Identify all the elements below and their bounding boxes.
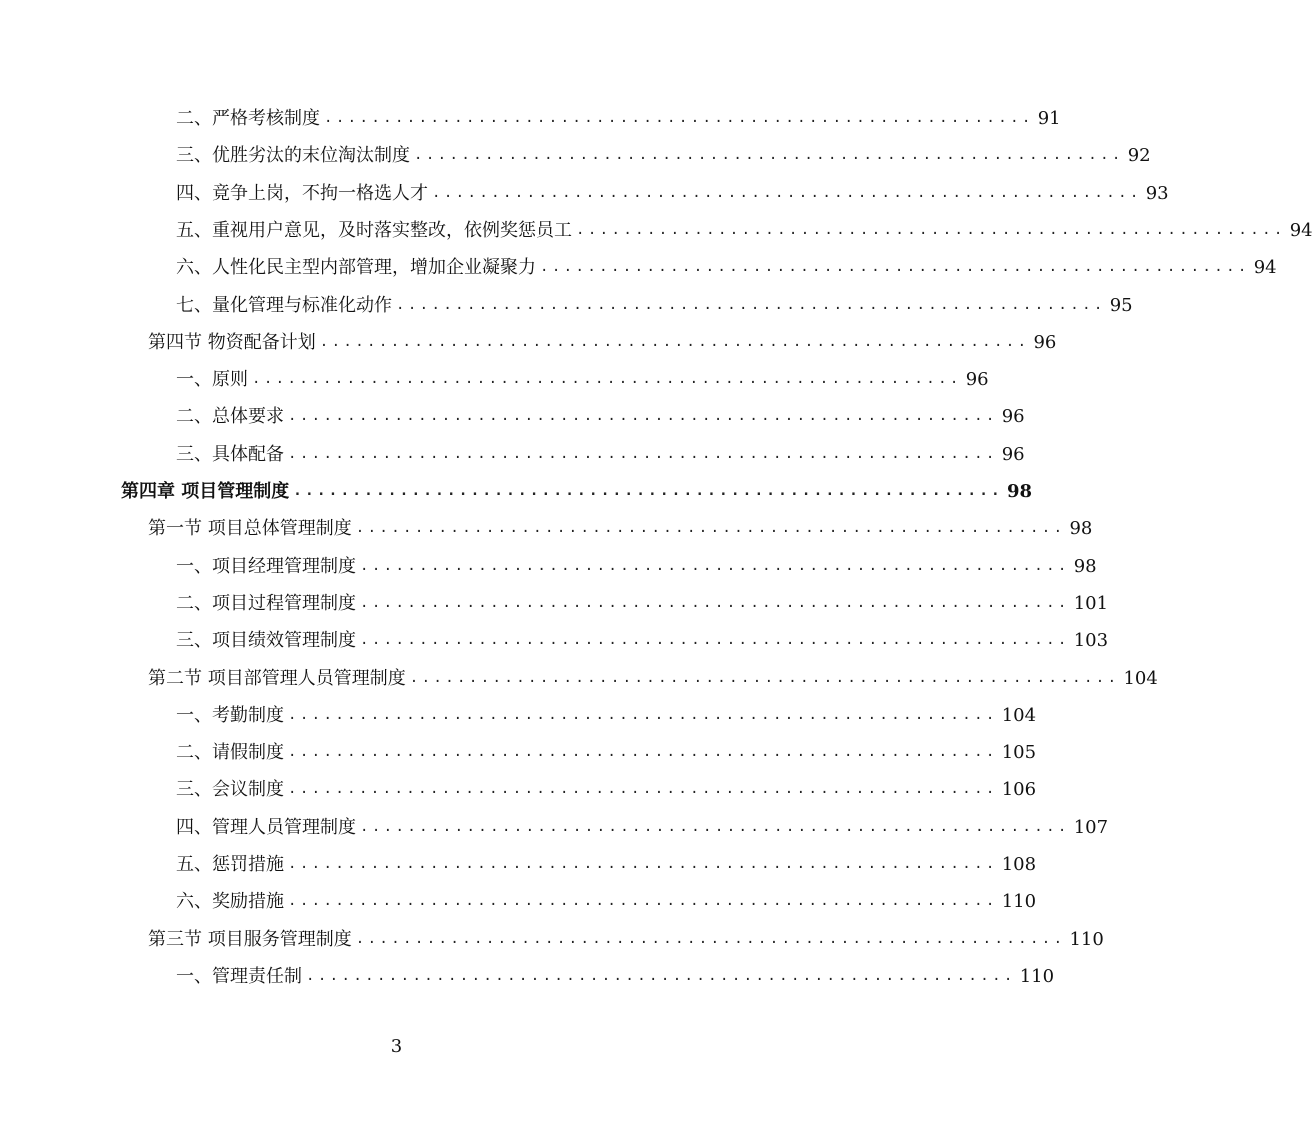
toc-entry[interactable] [176, 958, 1055, 995]
toc-entry[interactable] [176, 809, 1109, 846]
toc-entry-title: 二、请假制度 [176, 742, 284, 764]
toc-entry-title: 一、管理责任制 [176, 965, 302, 987]
page-number: 3 [390, 1036, 403, 1057]
toc-dot-leader: ............................................................ [288, 893, 998, 910]
toc-dot-leader: ............................................................ [288, 856, 998, 872]
toc-entry-title: 四、管理人员管理制度 [176, 816, 356, 838]
toc-entry[interactable] [176, 771, 1037, 808]
toc-entry-page: 103 [1073, 630, 1109, 652]
toc-entry-page: 98 [1069, 518, 1093, 540]
toc-dot-leader: ............................................................ [288, 445, 998, 462]
toc-entry[interactable] [176, 585, 1109, 622]
toc-dot-leader: ............................................................ [414, 147, 1124, 164]
toc-entry-title: 三、会议制度 [176, 779, 284, 801]
toc-entry[interactable] [176, 548, 1097, 585]
toc-entry[interactable] [176, 883, 1037, 920]
toc-dot-leader: ............................................................ [288, 744, 998, 761]
toc-entry[interactable] [176, 287, 1133, 324]
toc-entry[interactable] [176, 212, 1313, 249]
toc-entry-page: 106 [1001, 779, 1037, 801]
toc-dot-leader: ............................................................ [288, 781, 998, 798]
toc-dot-leader: ............................................................ [396, 296, 1106, 313]
toc-entry[interactable] [148, 921, 1104, 958]
toc-entry-title: 五、重视用户意见，及时落实整改，依例奖惩员工 [176, 219, 572, 241]
toc-entry-title: 第一节 项目总体管理制度 [148, 518, 352, 540]
toc-dot-leader: ............................................................ [409, 669, 1120, 686]
toc-entry-title: 一、原则 [176, 369, 248, 391]
toc-entry-page: 110 [1019, 965, 1055, 987]
toc-entry[interactable] [176, 436, 1025, 473]
toc-entry-page: 93 [1145, 182, 1169, 204]
toc-entry[interactable] [176, 249, 1277, 286]
toc-entry-title: 四、竟争上岗，不拘一格选人才 [176, 182, 428, 204]
toc-entry-page: 98 [1007, 481, 1033, 502]
toc-entry[interactable] [176, 100, 1061, 137]
toc-entry-page: 91 [1037, 108, 1061, 129]
toc-entry-page: 94 [1253, 257, 1277, 279]
toc-dot-leader: ............................................................ [293, 483, 1004, 499]
toc-entry-page: 96 [1033, 331, 1057, 353]
toc-entry[interactable] [176, 622, 1109, 659]
toc-entry-title: 第二节 项目部管理人员管理制度 [148, 667, 406, 689]
toc-dot-leader: ............................................................ [288, 408, 998, 425]
toc-dot-leader: ............................................................ [324, 110, 1034, 126]
toc-entry[interactable] [148, 510, 1093, 547]
toc-entry-title: 一、考勤制度 [176, 704, 284, 726]
toc-entry-page: 101 [1073, 592, 1109, 614]
toc-entry-title: 七、量化管理与标准化动作 [176, 294, 392, 316]
toc-entry-title: 六、人性化民主型内部管理，增加企业凝聚力 [176, 257, 536, 279]
toc-entry-title: 二、严格考核制度 [176, 108, 320, 129]
toc-dot-leader: ............................................................ [432, 184, 1142, 201]
toc-dot-leader: ............................................................ [288, 706, 998, 723]
toc-entry[interactable] [176, 697, 1037, 734]
toc-dot-leader: ............................................................ [360, 632, 1070, 649]
toc-entry-title: 第四节 物资配备计划 [148, 331, 316, 353]
toc-entry-title: 三、具体配备 [176, 443, 284, 465]
toc-entry-page: 110 [1001, 891, 1037, 913]
toc-entry-page: 96 [965, 369, 989, 391]
toc-entry-page: 105 [1001, 742, 1037, 764]
toc-entry-title: 三、项目绩效管理制度 [176, 630, 356, 652]
toc-dot-leader: ............................................................ [360, 557, 1070, 574]
toc-dot-leader: ............................................................ [355, 930, 1066, 947]
toc-entry-title: 二、总体要求 [176, 406, 284, 428]
toc-dot-leader: ............................................................ [355, 520, 1066, 537]
toc-entry[interactable] [176, 398, 1025, 435]
toc-entry-title: 第三节 项目服务管理制度 [148, 928, 352, 950]
toc-dot-leader: ............................................................ [576, 221, 1286, 238]
toc-entry-title: 第四章 项目管理制度 [121, 481, 290, 502]
toc-entry-title: 二、项目过程管理制度 [176, 592, 356, 614]
toc-dot-leader: ............................................................ [319, 333, 1030, 350]
toc-entry-title: 五、惩罚措施 [176, 854, 284, 875]
toc-entry-title: 三、优胜劣汰的末位淘汰制度 [176, 145, 410, 167]
toc-entry[interactable] [176, 734, 1037, 771]
toc-entry[interactable] [176, 137, 1151, 174]
toc-entry[interactable] [148, 660, 1158, 697]
toc-entry-page: 92 [1127, 145, 1151, 167]
toc-entry-page: 96 [1001, 406, 1025, 428]
toc-entry[interactable] [121, 473, 1033, 510]
toc-entry-page: 96 [1001, 443, 1025, 465]
toc-entry-title: 六、奖励措施 [176, 891, 284, 913]
toc-dot-leader: ............................................................ [540, 259, 1250, 276]
toc-entry-page: 104 [1123, 667, 1158, 689]
toc-dot-leader: ............................................................ [306, 967, 1016, 984]
toc-dot-leader: ............................................................ [252, 371, 962, 388]
toc-entry-page: 95 [1109, 294, 1133, 316]
toc-entry-title: 一、项目经理管理制度 [176, 555, 356, 577]
toc-entry-page: 98 [1073, 555, 1097, 577]
toc-entry[interactable] [176, 846, 1037, 883]
toc-dot-leader: ............................................................ [360, 594, 1070, 611]
toc-entry-page: 104 [1001, 704, 1037, 726]
toc-entry-page: 94 [1289, 219, 1313, 241]
toc-entry-page: 110 [1069, 928, 1104, 950]
toc-entry[interactable] [148, 324, 1057, 361]
toc-entry[interactable] [176, 361, 989, 398]
toc-dot-leader: ............................................................ [360, 818, 1070, 835]
toc-entry-page: 108 [1001, 854, 1037, 875]
toc-entry-page: 107 [1073, 816, 1109, 838]
toc-entry[interactable] [176, 175, 1169, 212]
